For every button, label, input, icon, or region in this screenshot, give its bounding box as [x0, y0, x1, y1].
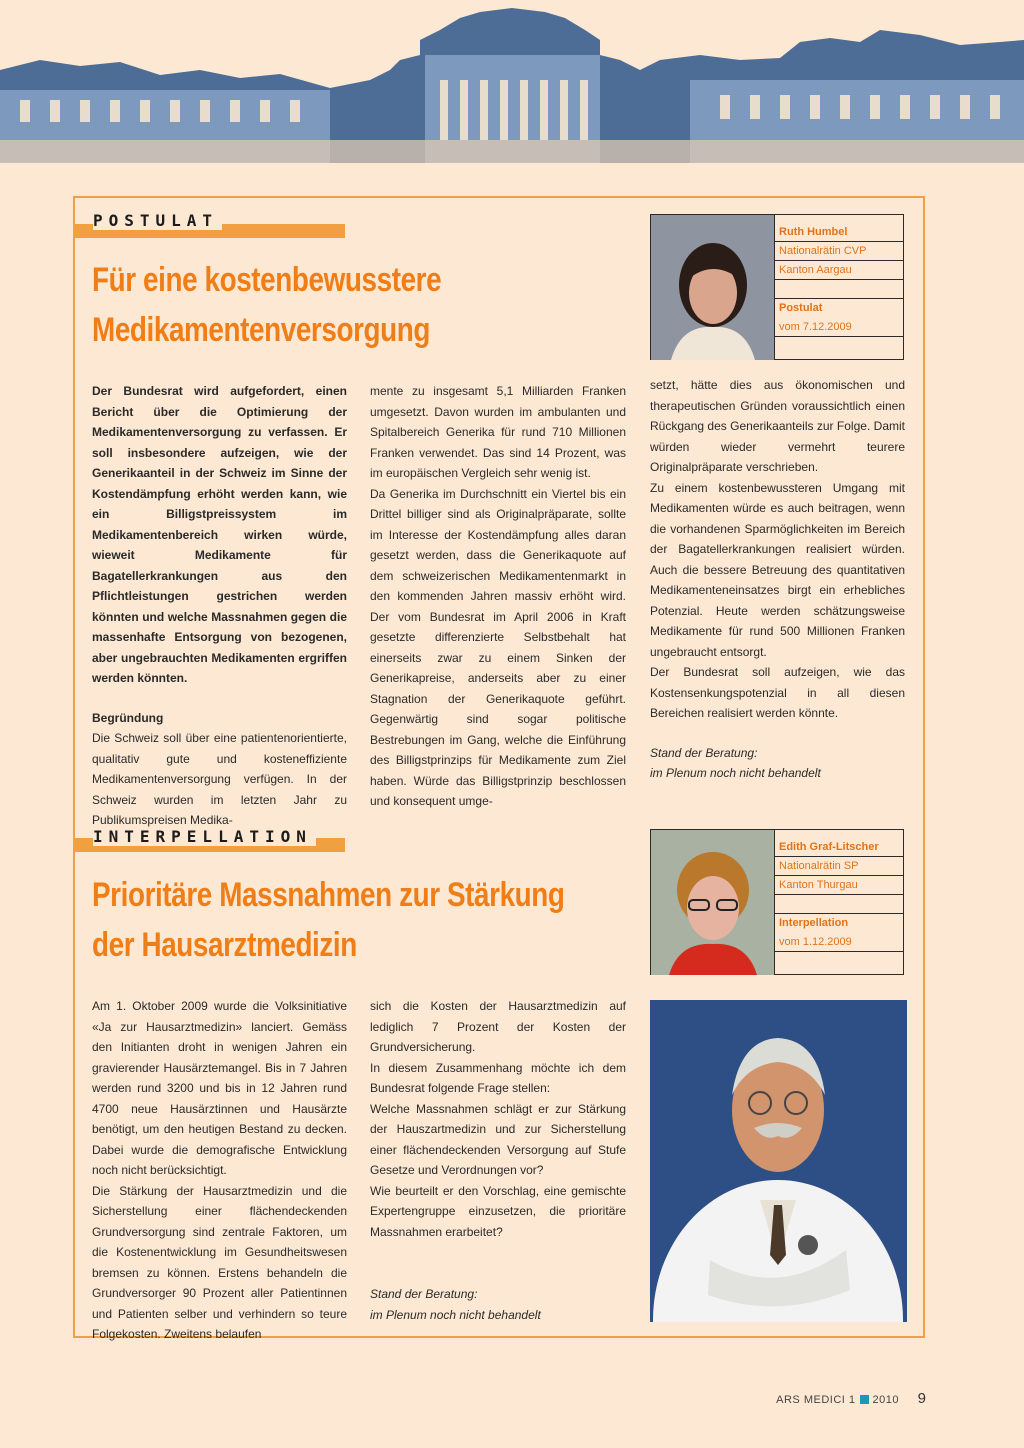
interpellation-body: In diesem Zusammenhang möchte ich dem Bundesrat folgende Frage stellen:: [370, 1060, 626, 1095]
postulat-body: mente zu insgesamt 5,1 Milliarden Franken umgesetzt. Davon wurden im ambulanten und Spitalbereich Generika für rund 710 Millionen Franken verwendet. Das sind 14 Prozent, was im europäischen Vergleich sehr wenig ist.: [370, 384, 626, 480]
submission-type: Interpellation: [779, 917, 849, 929]
doctor-photo: [650, 1000, 907, 1322]
postulat-body: Der Bundesrat soll aufzeigen, wie das Kostensenkungspotenzial in all diesen Bereichen realisiert werden könnte.: [650, 665, 905, 720]
interpellation-column-1: [92, 996, 347, 1345]
footer-square-icon: [860, 1395, 869, 1404]
postulat-column-1: [92, 381, 347, 831]
postulat-subheading: Begründung: [92, 710, 164, 725]
spacer: [775, 895, 903, 914]
author-name: Edith Graf-Litscher: [775, 838, 903, 857]
postulat-title: [92, 255, 600, 355]
postulat-title-line1: Für eine kostenbewusstere: [92, 261, 442, 299]
journal-year: 2010: [872, 1394, 899, 1406]
postulat-body: Zu einem kostenbewussteren Umgang mit Medikamenten würde es auch beitragen, wenn die vorhandenen Sparmöglichkeiten im Bereich der Bagatellerkrankungen realisiert würden. Auch die bessere Betreuung des quantitativen Medikamenteneinsatzes birgt ein erhebliches Potenzial. Heute werden schätzungsweise Medikamente für rund 500 Millionen Franken ungebraucht entsorgt.: [650, 480, 905, 659]
interpellation-column-2: [370, 996, 626, 1242]
author-role: Nationalrätin CVP: [775, 242, 903, 261]
interpellation-status: [370, 1284, 626, 1325]
postulat-column-2: [370, 381, 626, 812]
postulat-kicker: POSTULAT: [93, 211, 222, 230]
journal-name: ARS MEDICI 1: [776, 1394, 856, 1406]
interpellation-kicker-bar: [75, 827, 345, 852]
interpellation-title-line2: der Hausarztmedizin: [92, 926, 357, 964]
parliament-building-banner: [0, 0, 1024, 163]
author-canton: Kanton Thurgau: [775, 876, 903, 895]
postulat-lead: Der Bundesrat wird aufgefordert, einen Bericht über die Optimierung der Medikamentenversorgung zu verfassen. Er soll insbesondere aufzeigen, wie der Generikaanteil in der Schweiz im Sinne der Kostendämpfung erhöht werden kann, wie ein Billigstpreissystem im Medikamentenbereich wirken würde, wieweit Medikamente für Bagatellerkrankungen aus den Pflichtleistungen gestrichen werden könnten und welche Massnahmen gegen die massenhafte Entsorgung von bezogenen, aber ungebrauchten Medikamenten ergriffen werden könnten.: [92, 384, 347, 685]
interpellation-body: Welche Massnahmen schlägt er zur Stärkung der Hauszartmedizin und zur Sicherstellung einer flächendeckenden Versorgung auf Stufe Gesetze und Verordnungen vor?: [370, 1101, 626, 1177]
postulat-body: setzt, hätte dies aus ökonomischen und therapeutischen Gründen voraussichtlich einen Rückgang des Generikaanteils zur Folge. Damit würden wieder vermehrt teurere Originalpräparate verschrieben.: [650, 378, 905, 474]
interpellation-kicker: INTERPELLATION: [93, 827, 316, 846]
postulat-column-3: [650, 375, 905, 784]
page-number: 9: [917, 1390, 926, 1407]
submission-date: vom 1.12.2009: [775, 933, 903, 952]
status-value: im Plenum noch nicht behandelt: [650, 766, 821, 780]
interpellation-author-box: [650, 829, 904, 975]
page-footer: [776, 1394, 925, 1406]
status-value: im Plenum noch nicht behandelt: [370, 1307, 541, 1322]
author-name: Ruth Humbel: [775, 223, 903, 242]
postulat-kicker-bar: [75, 211, 345, 238]
interpellation-body: sich die Kosten der Hausarztmedizin auf lediglich 7 Prozent der Kosten der Grundversicherung.: [370, 999, 626, 1054]
interpellation-title-line1: Prioritäre Massnahmen zur Stärkung: [92, 876, 565, 914]
interpellation-body: Wie beurteilt er den Vorschlag, eine gemischte Expertengruppe einzusetzen, die prioritäre Massnahmen erarbeitet?: [370, 1183, 626, 1239]
author-photo-edith-graf-litscher: [651, 830, 775, 975]
status-label: Stand der Beratung:: [370, 1287, 478, 1301]
status-label: Stand der Beratung:: [650, 745, 758, 760]
postulat-author-box: [650, 214, 904, 360]
interpellation-title: [92, 870, 600, 970]
interpellation-body: Die Stärkung der Hausarztmedizin und die Sicherstellung einer flächendeckenden Grundversorgung sind zentrale Faktoren, um die Kostenentwicklung im Gesundheitswesen bremsen zu können. Erstens behandeln die Grundversorger 90 Prozent aller Patientinnen und Patienten selber und verhindern so teure Folgekosten. Zweitens belaufen: [92, 1183, 347, 1341]
submission-date: vom 7.12.2009: [775, 318, 903, 337]
interpellation-body: Am 1. Oktober 2009 wurde die Volksinitiative «Ja zur Hausarztmedizin» lanciert. Gemäss den Initianten droht in wenigen Jahren ein gravierender Hausärztemangel. Bis in 7 Jahren werden rund 3200 und bis in 12 Jahren rund 4700 neue Hausärztinnen und Hausärzte benötigt, um den heutigen Bestand zu decken. Dabei wurde die demografische Entwicklung noch nicht berücksichtigt.: [92, 999, 347, 1177]
spacer: [775, 280, 903, 299]
submission-type: Postulat: [779, 302, 823, 314]
postulat-title-line2: Medikamentenversorgung: [92, 311, 431, 349]
author-canton: Kanton Aargau: [775, 261, 903, 280]
postulat-body: Da Generika im Durchschnitt ein Viertel bis ein Drittel billiger sind als Originalpräparate, sollte im Interesse der Kostendämpfung alles daran gesetzt werden, dass die Generikaquote auf dem schweizerischen Medikamentenmarkt in den kommenden Jahren massiv erhöht wird. Der vom Bundesrat im April 2006 in Kraft gesetzte differenzierte Selbstbehalt hat einerseits zwar zu einem Sinken der Generikapreise, anderseits aber zu einer Stagnation der Generikaquote geführt. Gegenwärtig sind sogar politische Bestrebungen im Gang, welche die Einführung des Billigstprinzips für Medikamente zum Ziel haben. Würde das Billigstprinzip beschlossen und konsequent umge-: [370, 486, 626, 808]
postulat-body: Die Schweiz soll über eine patientenorientierte, qualitativ gute und kosteneffiziente Medikamentenversorgung verfügen. In der Schweiz wurden im letzten Jahr zu Publikumspreisen Medika-: [92, 731, 347, 827]
author-photo-ruth-humbel: [651, 215, 775, 360]
author-role: Nationalrätin SP: [775, 857, 903, 876]
